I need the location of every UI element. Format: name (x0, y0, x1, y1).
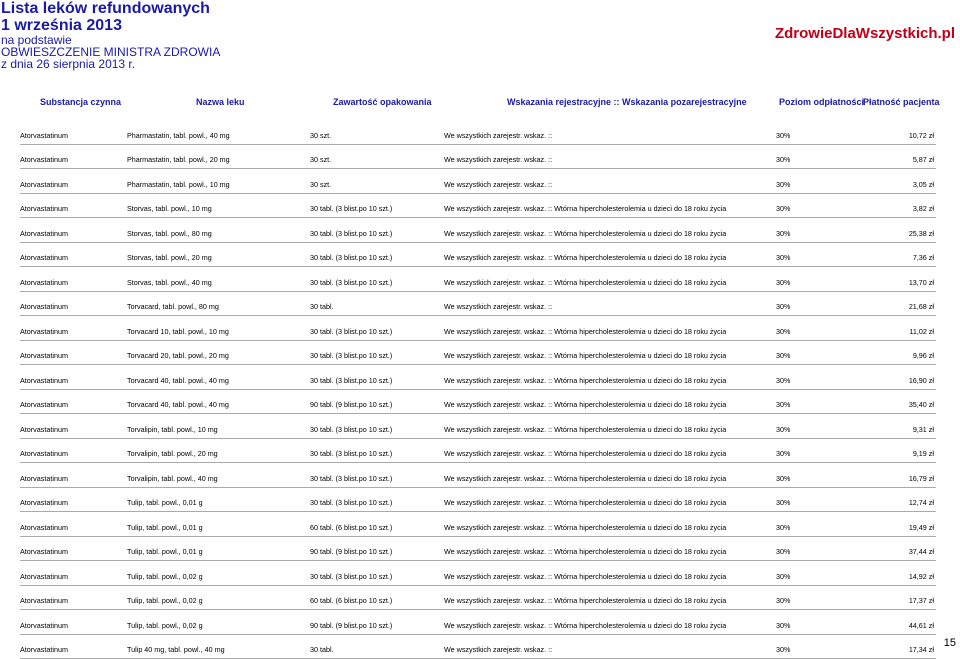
cell-indications: We wszystkich zarejestr. wskaz. :: Wtórna hipercholesterolemia u dzieci do 18 roku życia (444, 400, 726, 409)
table-row (20, 169, 936, 194)
cell-level: 30% (776, 155, 790, 164)
cell-indications: We wszystkich zarejestr. wskaz. :: Wtórna hipercholesterolemia u dzieci do 18 roku życia (444, 449, 726, 458)
cell-level: 30% (776, 474, 790, 483)
cell-substance: Atorvastatinum (20, 204, 68, 213)
table-row (20, 488, 936, 513)
cell-drug-name: Tulip, tabl. powl., 0,01 g (127, 498, 203, 507)
table-row (20, 586, 936, 611)
document-title: Lista leków refundowanych (1, 0, 220, 17)
table-row (20, 120, 936, 145)
header-indications: Wskazania rejestracyjne :: Wskazania pozarejestracyjne (507, 97, 747, 107)
document-date: 1 września 2013 (1, 17, 220, 34)
cell-substance: Atorvastatinum (20, 155, 68, 164)
cell-substance: Atorvastatinum (20, 302, 68, 311)
cell-payment: 19,49 zł (909, 523, 934, 532)
cell-drug-name: Tulip, tabl. powl., 0,01 g (127, 547, 203, 556)
cell-substance: Atorvastatinum (20, 523, 68, 532)
cell-level: 30% (776, 596, 790, 605)
document-subtitle-date: z dnia 26 sierpnia 2013 r. (1, 58, 220, 70)
cell-drug-name: Torvacard, tabl. powl., 80 mg (127, 302, 219, 311)
cell-drug-name: Torvalipin, tabl. powl., 40 mg (127, 474, 218, 483)
drug-table (20, 120, 936, 659)
cell-package: 30 szt. (310, 180, 331, 189)
cell-payment: 11,02 zł (909, 327, 934, 336)
cell-package: 30 szt. (310, 155, 331, 164)
cell-level: 30% (776, 400, 790, 409)
cell-substance: Atorvastatinum (20, 572, 68, 581)
table-row (20, 365, 936, 390)
cell-package: 30 tabl. (3 blist.po 10 szt.) (310, 498, 392, 507)
cell-drug-name: Tulip, tabl. powl., 0,02 g (127, 596, 203, 605)
cell-payment: 5,87 zł (913, 155, 934, 164)
cell-drug-name: Tulip, tabl. powl., 0,02 g (127, 621, 203, 630)
cell-level: 30% (776, 131, 790, 140)
table-row (20, 267, 936, 292)
cell-level: 30% (776, 621, 790, 630)
cell-indications: We wszystkich zarejestr. wskaz. :: (444, 155, 552, 164)
cell-level: 30% (776, 376, 790, 385)
cell-package: 30 tabl. (310, 302, 334, 311)
cell-indications: We wszystkich zarejestr. wskaz. :: Wtórna hipercholesterolemia u dzieci do 18 roku życia (444, 474, 726, 483)
cell-substance: Atorvastatinum (20, 498, 68, 507)
cell-substance: Atorvastatinum (20, 376, 68, 385)
cell-indications: We wszystkich zarejestr. wskaz. :: Wtórna hipercholesterolemia u dzieci do 18 roku życia (444, 621, 726, 630)
cell-drug-name: Torvacard 40, tabl. powl., 40 mg (127, 376, 229, 385)
table-row (20, 145, 936, 170)
cell-package: 30 szt. (310, 131, 331, 140)
table-row (20, 243, 936, 268)
cell-package: 30 tabl. (310, 645, 334, 654)
cell-payment: 12,74 zł (909, 498, 934, 507)
table-row (20, 414, 936, 439)
cell-payment: 44,61 zł (909, 621, 934, 630)
table-row (20, 635, 936, 659)
cell-payment: 17,37 zł (909, 596, 934, 605)
cell-payment: 37,44 zł (909, 547, 934, 556)
cell-substance: Atorvastatinum (20, 180, 68, 189)
cell-level: 30% (776, 547, 790, 556)
cell-indications: We wszystkich zarejestr. wskaz. :: Wtórna hipercholesterolemia u dzieci do 18 roku życia (444, 572, 726, 581)
cell-level: 30% (776, 302, 790, 311)
cell-payment: 21,68 zł (909, 302, 934, 311)
cell-indications: We wszystkich zarejestr. wskaz. :: Wtórna hipercholesterolemia u dzieci do 18 roku życia (444, 523, 726, 532)
cell-package: 30 tabl. (3 blist.po 10 szt.) (310, 229, 392, 238)
cell-level: 30% (776, 523, 790, 532)
cell-package: 30 tabl. (3 blist.po 10 szt.) (310, 204, 392, 213)
cell-payment: 16,79 zł (909, 474, 934, 483)
cell-indications: We wszystkich zarejestr. wskaz. :: (444, 131, 552, 140)
cell-drug-name: Torvacard 20, tabl. powl., 20 mg (127, 351, 229, 360)
cell-package: 90 tabl. (9 blist.po 10 szt.) (310, 621, 392, 630)
document-subtitle-act: OBWIESZCZENIE MINISTRA ZDROWIA (1, 46, 220, 58)
cell-substance: Atorvastatinum (20, 645, 68, 654)
header-package: Zawartość opakowania (333, 97, 432, 107)
cell-payment: 17,34 zł (909, 645, 934, 654)
cell-substance: Atorvastatinum (20, 621, 68, 630)
cell-substance: Atorvastatinum (20, 474, 68, 483)
cell-payment: 14,92 zł (909, 572, 934, 581)
document-subtitle-basis: na podstawie (1, 34, 220, 46)
cell-substance: Atorvastatinum (20, 400, 68, 409)
cell-payment: 9,96 zł (913, 351, 934, 360)
cell-indications: We wszystkich zarejestr. wskaz. :: (444, 645, 552, 654)
header-drug: Nazwa leku (196, 97, 245, 107)
table-row (20, 316, 936, 341)
cell-payment: 9,31 zł (913, 425, 934, 434)
cell-drug-name: Torvacard 40, tabl. powl., 40 mg (127, 400, 229, 409)
cell-indications: We wszystkich zarejestr. wskaz. :: Wtórna hipercholesterolemia u dzieci do 18 roku życia (444, 204, 726, 213)
cell-package: 30 tabl. (3 blist.po 10 szt.) (310, 474, 392, 483)
cell-substance: Atorvastatinum (20, 131, 68, 140)
table-row (20, 610, 936, 635)
cell-indications: We wszystkich zarejestr. wskaz. :: Wtórna hipercholesterolemia u dzieci do 18 roku życia (444, 229, 726, 238)
cell-substance: Atorvastatinum (20, 425, 68, 434)
cell-drug-name: Tulip 40 mg, tabl. powl., 40 mg (127, 645, 225, 654)
cell-payment: 10,72 zł (909, 131, 934, 140)
cell-package: 30 tabl. (3 blist.po 10 szt.) (310, 572, 392, 581)
cell-level: 30% (776, 180, 790, 189)
cell-package: 60 tabl. (6 blist.po 10 szt.) (310, 596, 392, 605)
cell-package: 30 tabl. (3 blist.po 10 szt.) (310, 278, 392, 287)
cell-drug-name: Pharmastatin, tabl. powl., 20 mg (127, 155, 230, 164)
cell-substance: Atorvastatinum (20, 253, 68, 262)
brand-logo: ZdrowieDlaWszystkich.pl (775, 25, 955, 42)
cell-indications: We wszystkich zarejestr. wskaz. :: Wtórna hipercholesterolemia u dzieci do 18 roku życia (444, 425, 726, 434)
cell-level: 30% (776, 229, 790, 238)
cell-package: 30 tabl. (3 blist.po 10 szt.) (310, 253, 392, 262)
table-header (0, 97, 960, 111)
cell-level: 30% (776, 351, 790, 360)
table-row (20, 341, 936, 366)
cell-level: 30% (776, 572, 790, 581)
cell-drug-name: Storvas, tabl. powl., 40 mg (127, 278, 212, 287)
table-row (20, 537, 936, 562)
cell-level: 30% (776, 278, 790, 287)
cell-payment: 16,90 zł (909, 376, 934, 385)
cell-drug-name: Tulip, tabl. powl., 0,01 g (127, 523, 203, 532)
table-row (20, 439, 936, 464)
cell-drug-name: Tulip, tabl. powl., 0,02 g (127, 572, 203, 581)
cell-substance: Atorvastatinum (20, 229, 68, 238)
cell-indications: We wszystkich zarejestr. wskaz. :: Wtórna hipercholesterolemia u dzieci do 18 roku życia (444, 547, 726, 556)
cell-payment: 9,19 zł (913, 449, 934, 458)
cell-substance: Atorvastatinum (20, 327, 68, 336)
cell-package: 30 tabl. (3 blist.po 10 szt.) (310, 425, 392, 434)
cell-level: 30% (776, 498, 790, 507)
table-row (20, 512, 936, 537)
document-title-block (1, 0, 220, 70)
cell-indications: We wszystkich zarejestr. wskaz. :: (444, 302, 552, 311)
cell-drug-name: Storvas, tabl. powl., 80 mg (127, 229, 212, 238)
cell-indications: We wszystkich zarejestr. wskaz. :: (444, 180, 552, 189)
table-row (20, 218, 936, 243)
cell-payment: 13,70 zł (909, 278, 934, 287)
cell-level: 30% (776, 449, 790, 458)
cell-drug-name: Torvacard 10, tabl. powl., 10 mg (127, 327, 229, 336)
header-substance: Substancja czynna (40, 97, 121, 107)
table-row (20, 292, 936, 317)
cell-drug-name: Torvalipin, tabl. powl., 20 mg (127, 449, 218, 458)
cell-drug-name: Pharmastatin, tabl. powl., 10 mg (127, 180, 230, 189)
cell-payment: 3,82 zł (913, 204, 934, 213)
cell-package: 90 tabl. (9 blist.po 10 szt.) (310, 400, 392, 409)
cell-level: 30% (776, 425, 790, 434)
cell-payment: 3,05 zł (913, 180, 934, 189)
cell-payment: 35,40 zł (909, 400, 934, 409)
cell-level: 30% (776, 327, 790, 336)
cell-indications: We wszystkich zarejestr. wskaz. :: Wtórna hipercholesterolemia u dzieci do 18 roku życia (444, 253, 726, 262)
header-level: Poziom odpłatności (779, 97, 864, 107)
cell-indications: We wszystkich zarejestr. wskaz. :: Wtórna hipercholesterolemia u dzieci do 18 roku życia (444, 596, 726, 605)
table-row (20, 561, 936, 586)
cell-indications: We wszystkich zarejestr. wskaz. :: Wtórna hipercholesterolemia u dzieci do 18 roku życia (444, 498, 726, 507)
cell-drug-name: Torvalipin, tabl. powl., 10 mg (127, 425, 218, 434)
cell-level: 30% (776, 204, 790, 213)
cell-substance: Atorvastatinum (20, 278, 68, 287)
cell-package: 30 tabl. (3 blist.po 10 szt.) (310, 376, 392, 385)
cell-package: 60 tabl. (6 blist.po 10 szt.) (310, 523, 392, 532)
cell-substance: Atorvastatinum (20, 547, 68, 556)
page-number: 15 (944, 637, 956, 649)
cell-indications: We wszystkich zarejestr. wskaz. :: Wtórna hipercholesterolemia u dzieci do 18 roku życia (444, 351, 726, 360)
cell-level: 30% (776, 645, 790, 654)
cell-drug-name: Storvas, tabl. powl., 10 mg (127, 204, 212, 213)
table-row (20, 390, 936, 415)
cell-substance: Atorvastatinum (20, 449, 68, 458)
header-payment: Płatność pacjenta (863, 97, 940, 107)
table-row (20, 463, 936, 488)
cell-drug-name: Storvas, tabl. powl., 20 mg (127, 253, 212, 262)
cell-indications: We wszystkich zarejestr. wskaz. :: Wtórna hipercholesterolemia u dzieci do 18 roku życia (444, 278, 726, 287)
cell-package: 30 tabl. (3 blist.po 10 szt.) (310, 449, 392, 458)
cell-substance: Atorvastatinum (20, 351, 68, 360)
cell-package: 30 tabl. (3 blist.po 10 szt.) (310, 351, 392, 360)
cell-package: 30 tabl. (3 blist.po 10 szt.) (310, 327, 392, 336)
cell-payment: 25,38 zł (909, 229, 934, 238)
cell-package: 90 tabl. (9 blist.po 10 szt.) (310, 547, 392, 556)
cell-level: 30% (776, 253, 790, 262)
cell-substance: Atorvastatinum (20, 596, 68, 605)
cell-payment: 7,36 zł (913, 253, 934, 262)
cell-indications: We wszystkich zarejestr. wskaz. :: Wtórna hipercholesterolemia u dzieci do 18 roku życia (444, 376, 726, 385)
cell-drug-name: Pharmastatin, tabl. powl., 40 mg (127, 131, 230, 140)
cell-indications: We wszystkich zarejestr. wskaz. :: Wtórna hipercholesterolemia u dzieci do 18 roku życia (444, 327, 726, 336)
table-row (20, 194, 936, 219)
